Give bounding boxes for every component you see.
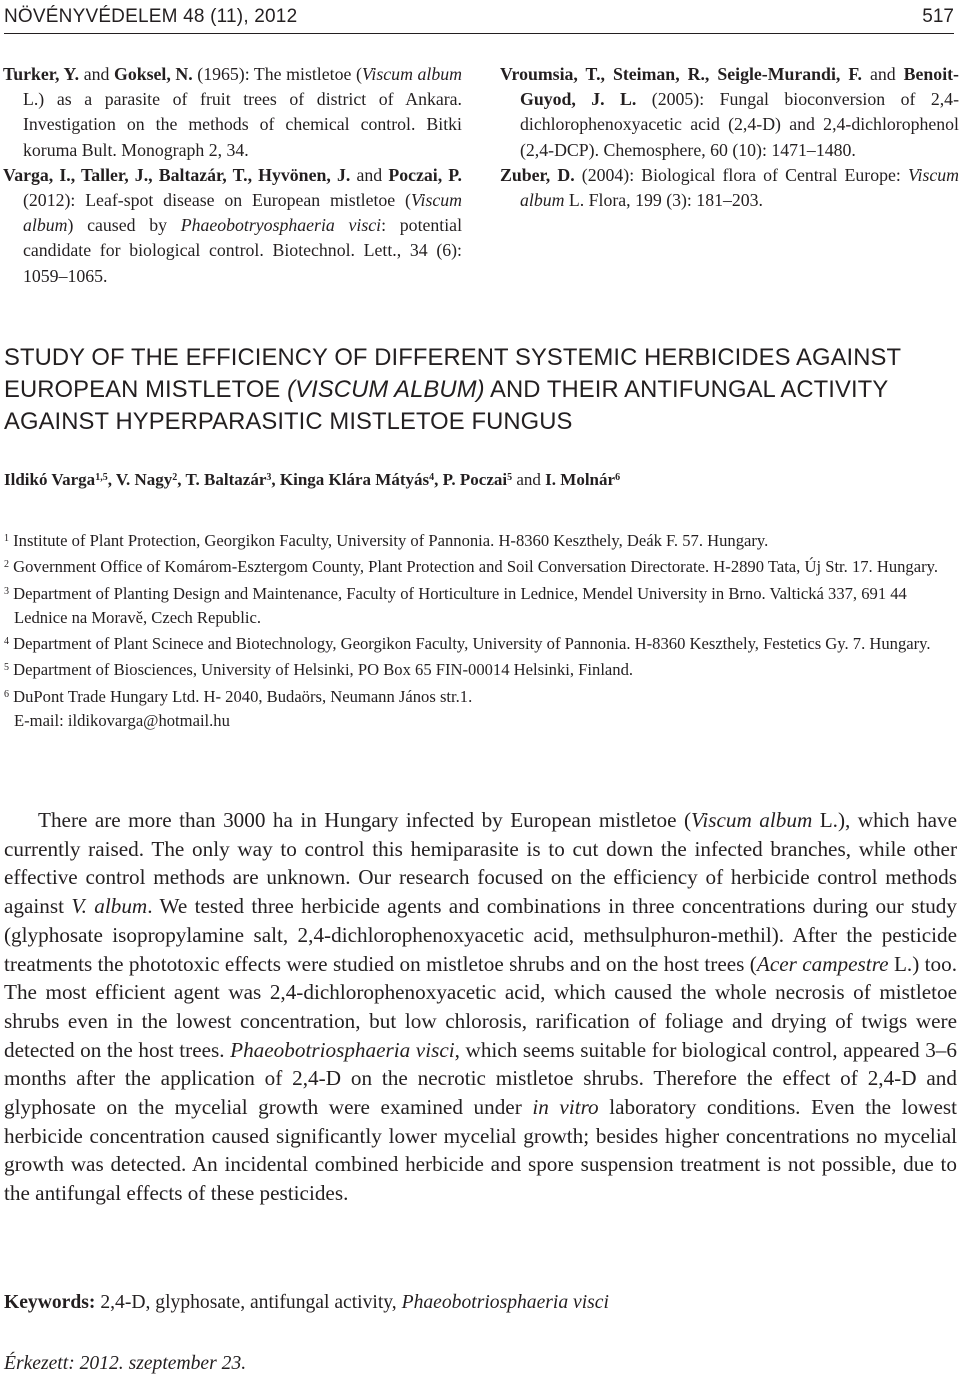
page-number: 517 [922,6,954,27]
author: I. Molnár [545,470,616,489]
affiliation-item: $^3$ Department of Planting Design and Maintenance, Faculty of Horticulture in Lednice, Mendel University in Brno. Valtická 337, 691 44 Lednice na Moravě, Czech Republic. [4,583,907,627]
article-title: STUDY OF THE EFFICIENCY OF DIFFERENT SYSTEMIC HERBICIDES AGAINST EUROPEAN MISTLETOE (VISCUM ALBUM) AND THEIR ANTIFUNGAL ACTIVITY AGAINST HYPERPARASITIC MISTLETOE FUNGUS [4,344,901,435]
reference-item: Vroumsia, T., Steiman, R., Seigle-Murandi, F. and Benoit-Guyod, J. L. (2005): Fungal bioconversion of 2,4-dichlorophenoxyacetic acid (2,4-D) and 2,4-dichlorophenol (2,4-DCP). Chemosphere, 60 (10): 1471–1480. [500,64,959,160]
affiliation-item: $^6$ DuPont Trade Hungary Ltd. H- 2040, Budaörs, Neumann János str.1. [4,686,473,706]
author: Ildikó Varga [4,470,96,489]
reference-item: Varga, I., Taller, J., Baltazár, T., Hyvönen, J. and Poczai, P. (2012): Leaf-spot disease on European mistletoe (Viscum album) caused by Phaeobotryosphaeria visci: potential candidate for biological control. Biotechnol. Lett., 34 (6): 1059–1065. [3,164,463,286]
author: V. Nagy [115,470,173,489]
received-date: Érkezett: 2012. szeptember 23. [4,1353,247,1374]
abstract: There are more than 3000 ha in Hungary infected by European mistletoe (Viscum album L.), which have currently raised. The only way to control this hemiparasite is to cut down the infected branches, while other effective control methods are unknown. Our research focused on the efficiency of herbicide control methods against V. album. We tested three herbicide agents and combinations in three concentrations during our study (glyphosate isopropylamine salt, 2,4-dichlorophenoxyacetic acid, methsulphuron-methil). After the pesticide treatments the phototoxic effects were studied on mistletoe shrubs and on the host trees (Acer campestre L.) too. The most efficient agent was 2,4-dichlorophenoxyacetic acid, which caused the whole necrosis of mistletoe shrubs even in the lowest concentration, but low chlorosis, rarification of foliage and drying of twigs were detected on the host trees. Phaeobotriosphaeria visci, which seems suitable for biological control, appeared 3–6 months after the application of 2,4-D on the necrotic mistletoe shrubs. Therefore the effect of 2,4-D and glyphosate on the mycelial growth were examined under in vitro laboratory conditions. Even the lowest herbicide concentration caused significantly lower mycelial growth; besides higher concentrations no mycelial growth was detected. An incidental combined herbicide and spore suspension treatment is not possible, due to the antifungal effects of these pesticides. [4,808,958,1206]
affiliation-item: $^4$ Department of Plant Scinece and Biotechnology, Georgikon Faculty, University of Pannonia. H-8360 Keszthely, Festetics Gy. 7. Hungary. [4,634,931,654]
affiliations [4,527,954,733]
journal-citation: NÖVÉNYVÉDELEM 48 (11), 2012 [4,6,298,27]
reference-item: Turker, Y. and Goksel, N. (1965): The mistletoe (Viscum album L.) as a parasite of fruit trees of district of Ankara. Investigation on the methods of chemical control. Bitki koruma Bult. Monograph 2, 34. [3,64,462,160]
affiliation-item: $^2$ Government Office of Komárom-Esztergom County, Plant Protection and Soil Conversation Directorate. H-2890 Tata, Új Str. 17. Hungary. [4,557,938,577]
references-right-column [500,62,959,213]
author: Kinga Klára Mátyás [279,470,430,489]
contact-email: E-mail: ildikovarga@hotmail.hu [14,711,230,731]
keywords-label: Keywords: [4,1292,96,1313]
author-list: Ildikó Varga$^{1,5}$, V. Nagy$^2$, T. Baltazár$^3$, Kinga Klára Mátyás$^4$, P. Poczai$^5$ and I. Molnár$^6$ [4,470,621,489]
reference-item: Zuber, D. (2004): Biological flora of Central Europe: Viscum album L. Flora, 199 (3): 181–203. [500,164,959,211]
header-rule [4,33,954,34]
affiliation-item: $^5$ Department of Biosciences, University of Helsinki, PO Box 65 FIN-00014 Helsinki, Finland. [4,660,634,680]
author: P. Poczai [442,470,508,489]
running-header [4,2,954,32]
affiliation-item: $^1$ Institute of Plant Protection, Georgikon Faculty, University of Pannonia. H-8360 Keszthely, Deák F. 57. Hungary. [4,531,769,550]
author: T. Baltazár [185,470,267,489]
keywords: Keywords: 2,4-D, glyphosate, antifungal activity, Phaeobotriosphaeria visci [4,1292,609,1313]
references-left-column [3,62,462,289]
